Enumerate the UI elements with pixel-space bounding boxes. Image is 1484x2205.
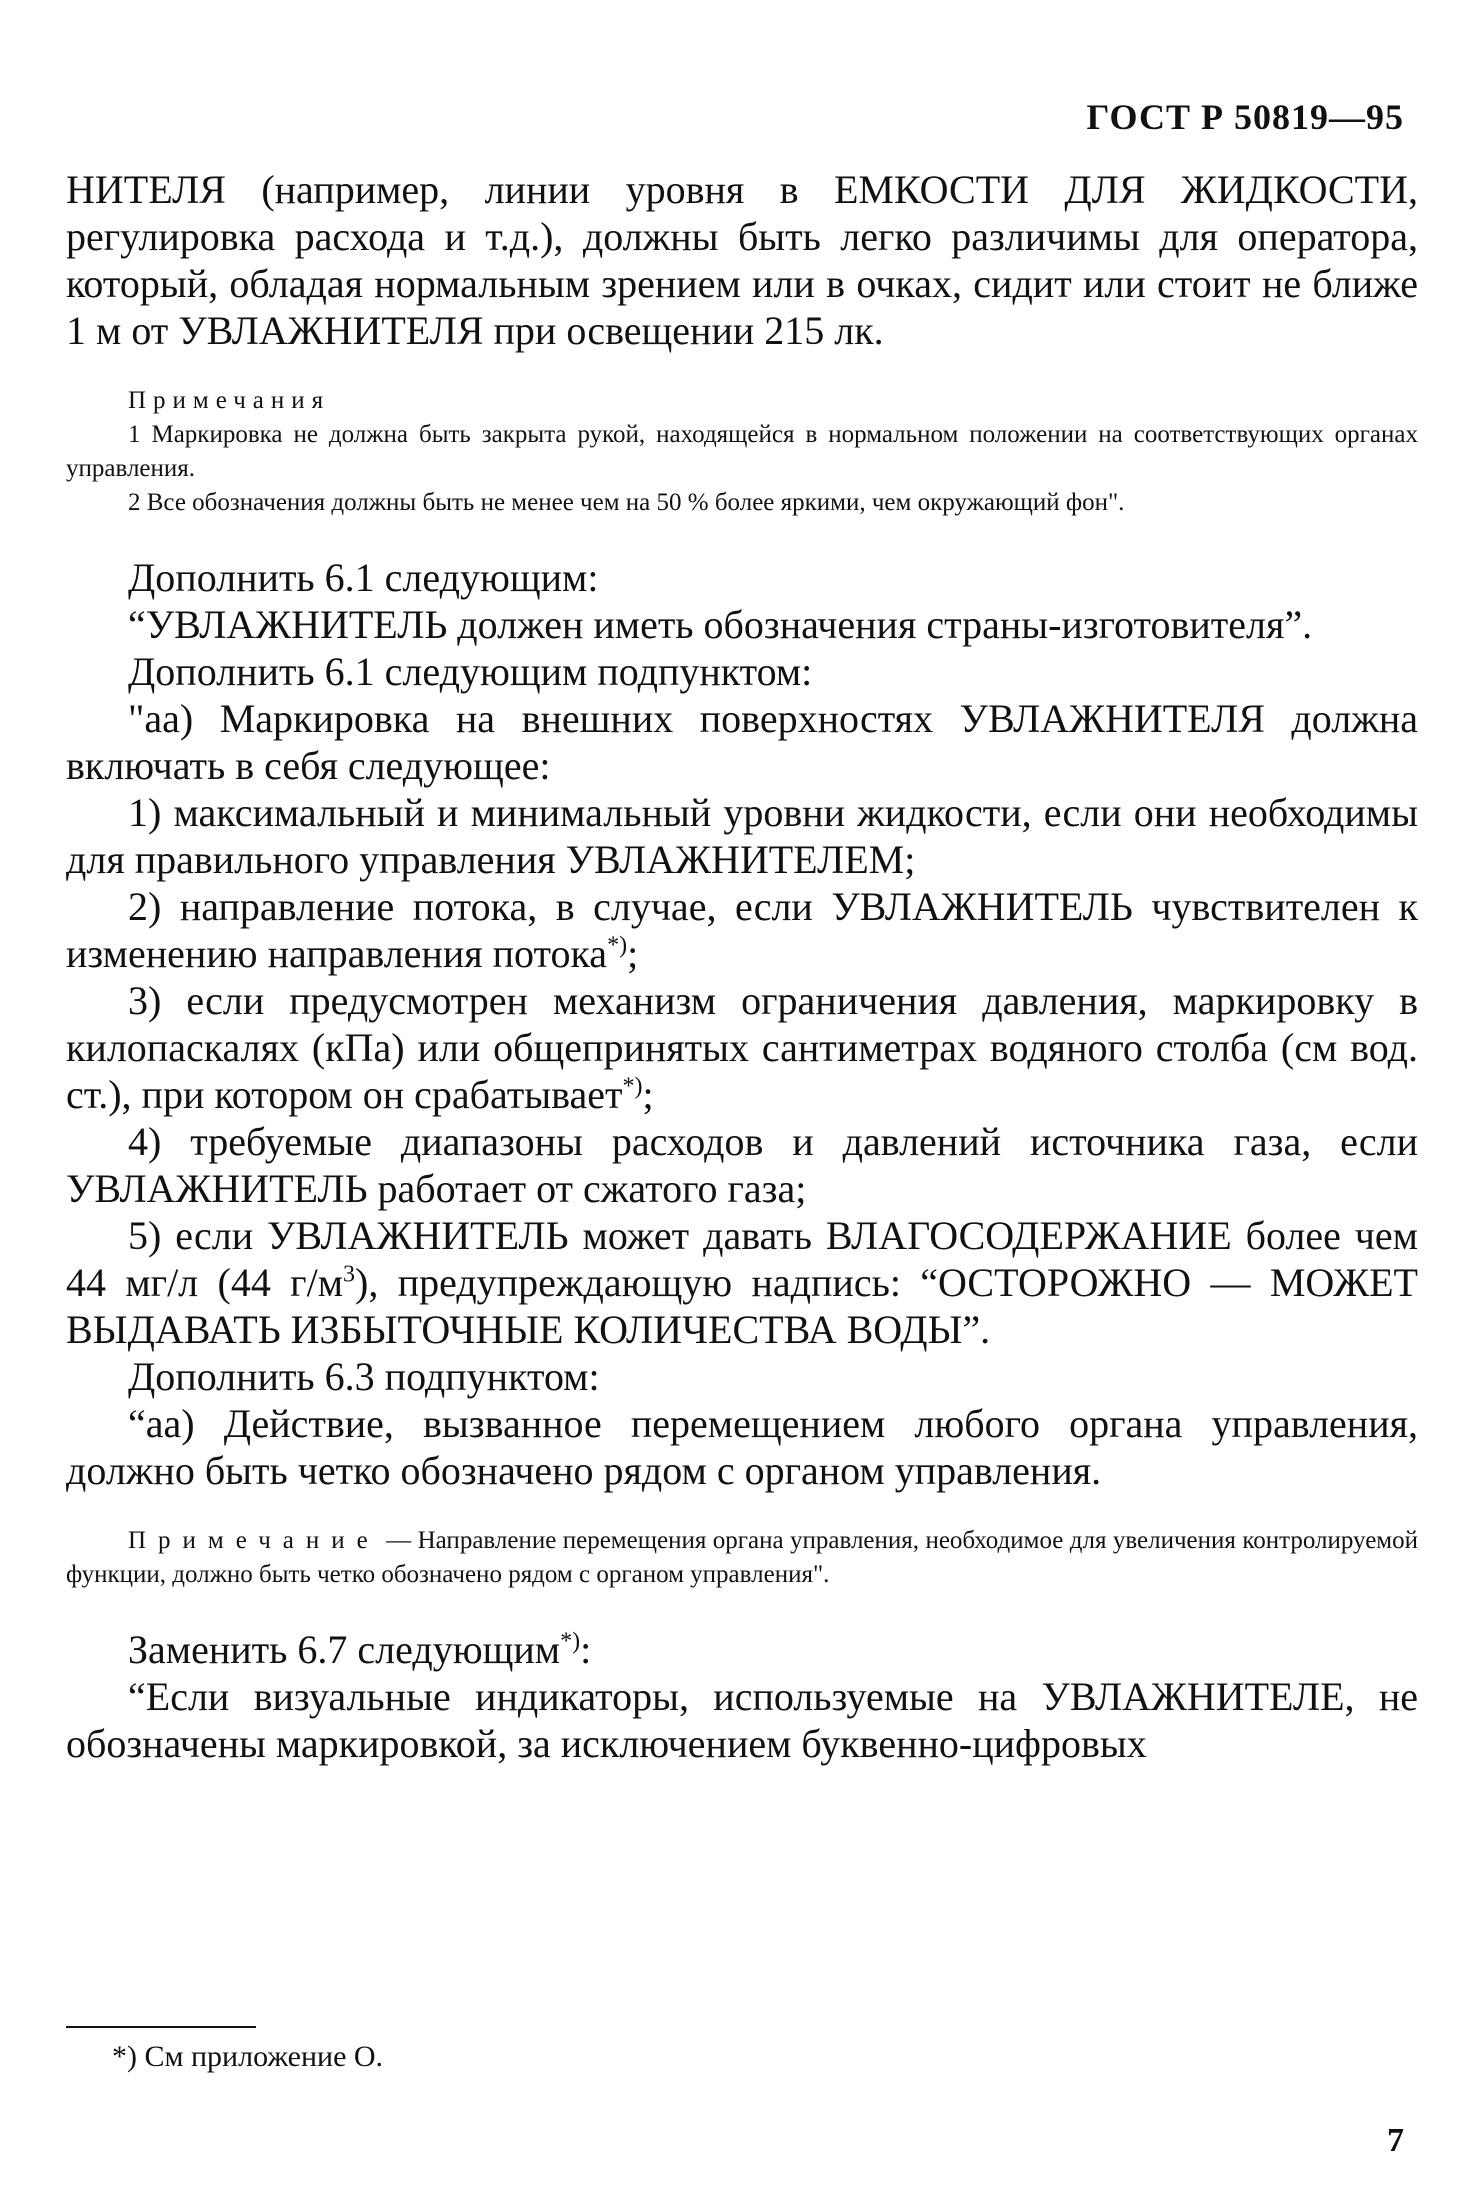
list-item-3 [66,977,1418,1118]
standard-header: ГОСТ Р 50819—95 [1086,97,1404,137]
list-item-2 [66,883,1418,977]
footnote-ref: *) [622,1073,643,1100]
list-item-5 [66,1212,1418,1353]
add-6-1-subclause-instruction: Дополнить 6.1 следующим подпунктом: [128,649,813,694]
note-1: 1 Маркировка не должна быть закрыта рукой, находящейся в нормальном положении на соответствующих органах управления. [66,421,1418,482]
list-item-2-end: ; [627,931,639,976]
list-item-1: 1) максимальный и минимальный уровни жидкости, если они необходимы для правильного управления УВЛАЖНИТЕЛЕМ; [66,790,1418,882]
note-2: 2 Все обозначения должны быть не менее чем на 50 % более яркими, чем окружающий фон". [128,489,1125,516]
replace-6-7-quote: “Если визуальные индикаторы, используемые на УВЛАЖНИТЕЛЕ, не обозначены маркировкой, за исключением буквенно-цифровых [66,1674,1418,1766]
note-6-3-text: — Направление перемещения органа управления, необходимое для увеличения контролируемой функции, должно быть четко обозначено рядом с органом управления". [66,1527,1418,1588]
document-body [66,166,1418,1767]
replace-6-7-text: Заменить 6.7 следующим [128,1627,561,1672]
footnote-divider [66,2026,256,2028]
list-item-2-text: 2) направление потока, в случае, если УВЛАЖНИТЕЛЬ чувствителен к изменению направления потока [66,884,1418,976]
footnote-ref: *) [560,1628,581,1655]
add-6-3-instruction: Дополнить 6.3 подпунктом: [128,1354,600,1399]
list-item-5-text-b: ), предупреждающую надпись: “ОСТОРОЖНО — МОЖЕТ ВЫДАВАТЬ ИЗБЫТОЧНЫЕ КОЛИЧЕСТВА ВОДЫ”. [66,1260,1418,1352]
list-item-5-text-a: 5) если УВЛАЖНИТЕЛЬ может давать ВЛАГОСОДЕРЖАНИЕ более чем 44 мг/л (44 г/м [66,1213,1418,1305]
list-item-3-end: ; [642,1072,654,1117]
superscript-3: 3 [343,1261,356,1288]
note-6-3-title: Примечание [128,1527,380,1554]
notes-block [66,384,1418,520]
replace-6-7-end: : [580,1627,592,1672]
page-number: 7 [1387,2122,1404,2159]
footnote: *) См приложение О. [112,2040,384,2073]
subclause-aa: "аа) Маркировка на внешних поверхностях УВЛАЖНИТЕЛЯ должна включать в себя следующее: [66,696,1418,788]
add-6-1-instruction: Дополнить 6.1 следующим: [128,555,599,600]
note-6-3 [66,1524,1418,1592]
notes-title: Примечания [128,387,331,414]
subclause-aa-6-3: “аа) Действие, вызванное перемещением любого органа управления, должно быть четко обозначено рядом с органом управления. [66,1401,1418,1493]
list-item-3-text: 3) если предусмотрен механизм ограничения давления, маркировку в килопаскалях (кПа) или общепринятых сантиметрах водяного столба (см вод. ст.), при котором он срабатывает [66,978,1418,1117]
list-item-4: 4) требуемые диапазоны расходов и давлений источника газа, если УВЛАЖНИТЕЛЬ работает от сжатого газа; [66,1119,1418,1211]
replace-6-7-instruction [66,1626,1418,1673]
paragraph-continuation: НИТЕЛЯ (например, линии уровня в ЕМКОСТИ ДЛЯ ЖИДКОСТИ, регулировка расхода и т.д.), должны быть легко различимы для оператора, который, обладая нормальным зрением или в очках, сидит или стоит не ближе 1 м от УВЛАЖНИТЕЛЯ при освещении 215 лк. [66,167,1418,353]
note-6-3-block [66,1524,1418,1592]
footnote-ref: *) [607,932,628,959]
add-6-1-quote: “УВЛАЖНИТЕЛЬ должен иметь обозначения страны-изготовителя”. [128,602,1313,647]
